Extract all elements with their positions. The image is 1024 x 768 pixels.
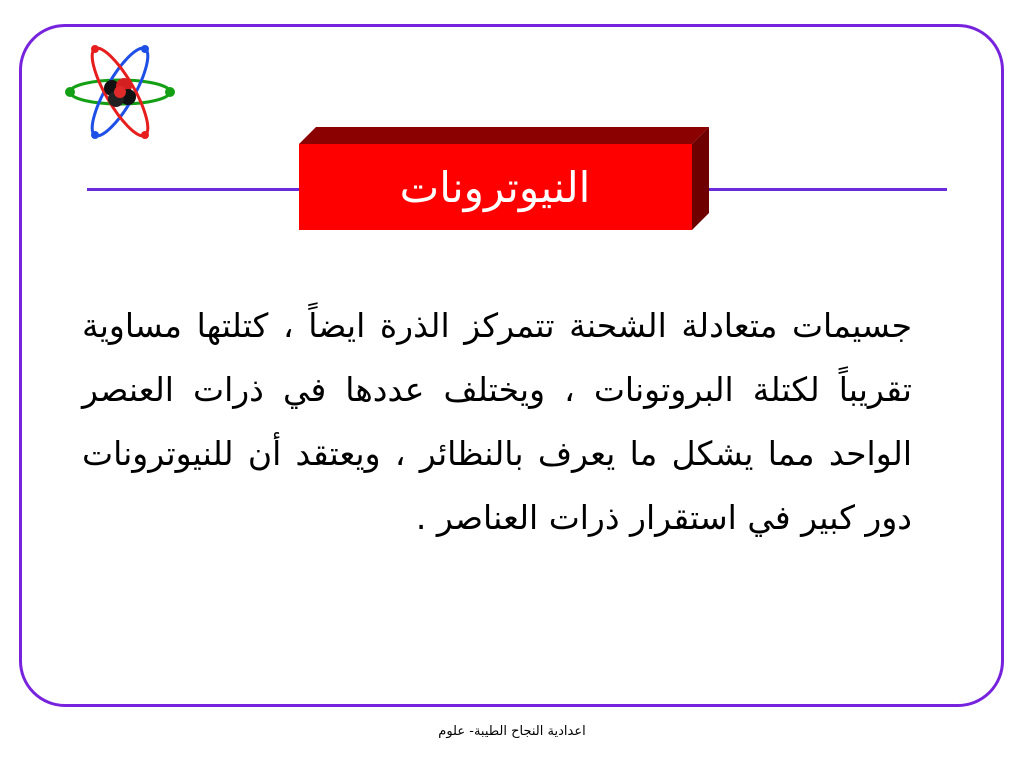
title-banner [299, 127, 711, 231]
slide-body-text: جسيمات متعادلة الشحنة تتمركز الذرة ايضاً ، كتلتها مساوية تقريباً لكتلة البروتونات ، ويختلف عددها في ذرات العنصر الواحد مما يشكل ما يعرف بالنظائر ، ويعتقد أن للنيوترونات دور كبير في استقرار ذرات العناصر . [82, 306, 912, 537]
slide-footer: اعدادية النجاح الطيبة- علوم [438, 724, 586, 739]
atom-icon [62, 40, 182, 149]
slide-title: النيوترونات [399, 162, 591, 212]
decorative-rule-right [707, 188, 947, 191]
decorative-rule-left [87, 188, 300, 191]
